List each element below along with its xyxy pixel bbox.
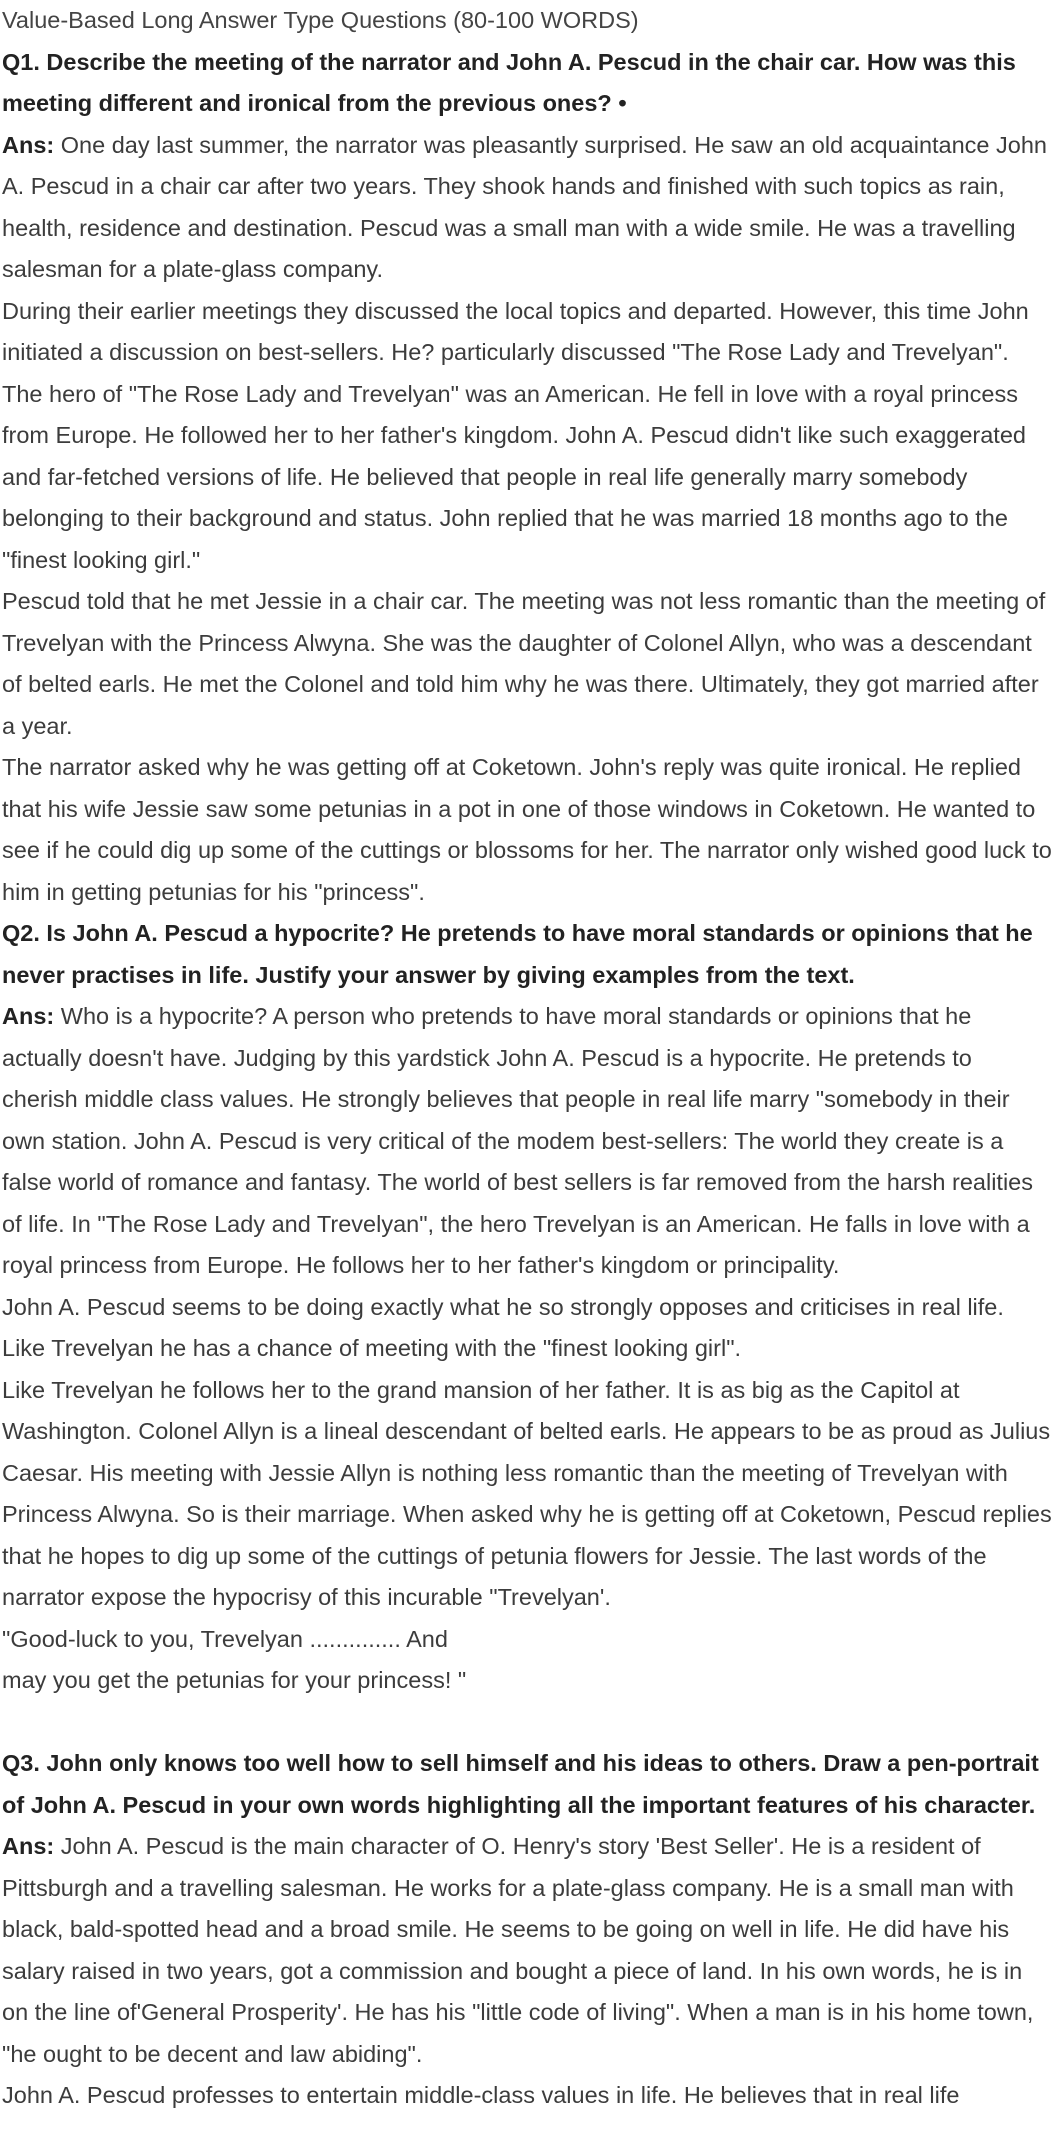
answer-2 bbox=[2, 996, 1053, 1287]
answer-1-paragraph-3: Pescud told that he met Jessie in a chair car. The meeting was not less romantic than the meeting of Trevelyan with the Princess Alwyna. She was the daughter of Colonel Allyn, who was a descendant of belted earls. He met the Colonel and told him why he was there. Ultimately, they got married after a year. bbox=[2, 588, 1046, 739]
question-1: Q1. Describe the meeting of the narrator and John A. Pescud in the chair car. How was this meeting different and ironical from the previous ones? • bbox=[2, 48, 1016, 116]
answer-3-paragraph-2: John A. Pescud professes to entertain middle-class values in life. He believes that in real life bbox=[2, 2082, 960, 2108]
answer-2-quote-line-1: "Good-luck to you, Trevelyan .............. And bbox=[2, 1625, 448, 1652]
question-2: Q2. Is John A. Pescud a hypocrite? He pretends to have moral standards or opinions that he never practises in life. Justify your answer by giving examples from the text. bbox=[2, 920, 1033, 988]
question-3: Q3. John only knows too well how to sell himself and his ideas to others. Draw a pen-portrait of John A. Pescud in your own words highlighting all the important features of his character. bbox=[2, 1750, 1039, 1818]
answer-3 bbox=[2, 1826, 1053, 2075]
answer-2-quote-line-2: may you get the petunias for your princess! " bbox=[2, 1667, 467, 1693]
answer-label: Ans: bbox=[2, 1833, 55, 1859]
answer-2-paragraph-3: Like Trevelyan he follows her to the grand mansion of her father. It is as big as the Capitol at Washington. Colonel Allyn is a lineal descendant of belted earls. He appears to be as proud as Julius Caesar. His meeting with Jessie Allyn is nothing less romantic than the meeting of Trevelyan with Princess Alwyna. So is their marriage. When asked why he is getting off at Coketown, Pescud replies that he hopes to dig up some of the cuttings of petunia flowers for Jessie. The last words of the narrator expose the hypocrisy of this incurable "Trevelyan'. bbox=[2, 1376, 1052, 1610]
answer-2-text: Who is a hypocrite? A person who pretends to have moral standards or opinions that he actually doesn't have. Judging by this yardstick John A. Pescud is a hypocrite. He pretends to cherish middle class values. He strongly believes that people in real life marry "somebody in their own station. John A. Pescud is very critical of the modem best-sellers: The world they create is a false world of romance and fantasy. The world of best sellers is far removed from the harsh realities of life. In "The Rose Lady and Trevelyan", the hero Trevelyan is an American. He falls in love with a royal princess from Europe. He follows her to her father's kingdom or principality. bbox=[2, 1003, 1033, 1278]
answer-label: Ans: bbox=[2, 131, 55, 158]
answer-3-text: John A. Pescud is the main character of O. Henry's story 'Best Seller'. He is a resident of Pittsburgh and a travelling salesman. He works for a plate-glass company. He is a small man with black, bald-spotted head and a broad smile. He seems to be going on well in life. He did have his salary raised in two years, got a commission and bought a piece of land. In his own words, he is in on the line of'General Prosperity'. He has his "little code of living". When a man is in his home town, "he ought to be decent and law abiding". bbox=[2, 1833, 1034, 2067]
answer-1-paragraph-2: During their earlier meetings they discussed the local topics and departed. However, this time John initiated a discussion on best-sellers. He? particularly discussed "The Rose Lady and Trevelyan". The hero of "The Rose Lady and Trevelyan" was an American. He fell in love with a royal princess from Europe. He followed her to her father's kingdom. John A. Pescud didn't like such exaggerated and far-fetched versions of life. He believed that people in real life generally marry somebody belonging to their background and status. John replied that he was married 18 months ago to the "finest looking girl." bbox=[2, 297, 1029, 573]
answer-label: Ans: bbox=[2, 1003, 55, 1029]
answer-2-paragraph-2: John A. Pescud seems to be doing exactly what he so strongly opposes and criticises in real life. Like Trevelyan he has a chance of meeting with the "finest looking girl". bbox=[2, 1293, 1004, 1361]
answer-1-text: One day last summer, the narrator was pleasantly surprised. He saw an old acquaintance John A. Pescud in a chair car after two years. They shook hands and finished with such topics as rain, health, residence and destination. Pescud was a small man with a wide smile. He was a travelling salesman for a plate-glass company. bbox=[2, 131, 1047, 282]
page-heading: Value-Based Long Answer Type Questions (80-100 WORDS) bbox=[2, 7, 639, 33]
answer-1-paragraph-4: The narrator asked why he was getting off at Coketown. John's reply was quite ironical. He replied that his wife Jessie saw some petunias in a pot in one of those windows in Coketown. He wanted to see if he could dig up some of the cuttings or blossoms for her. The narrator only wished good luck to him in getting petunias for his "princess". bbox=[2, 754, 1052, 905]
answer-1 bbox=[2, 125, 1053, 291]
blank-line bbox=[2, 1702, 1053, 1744]
